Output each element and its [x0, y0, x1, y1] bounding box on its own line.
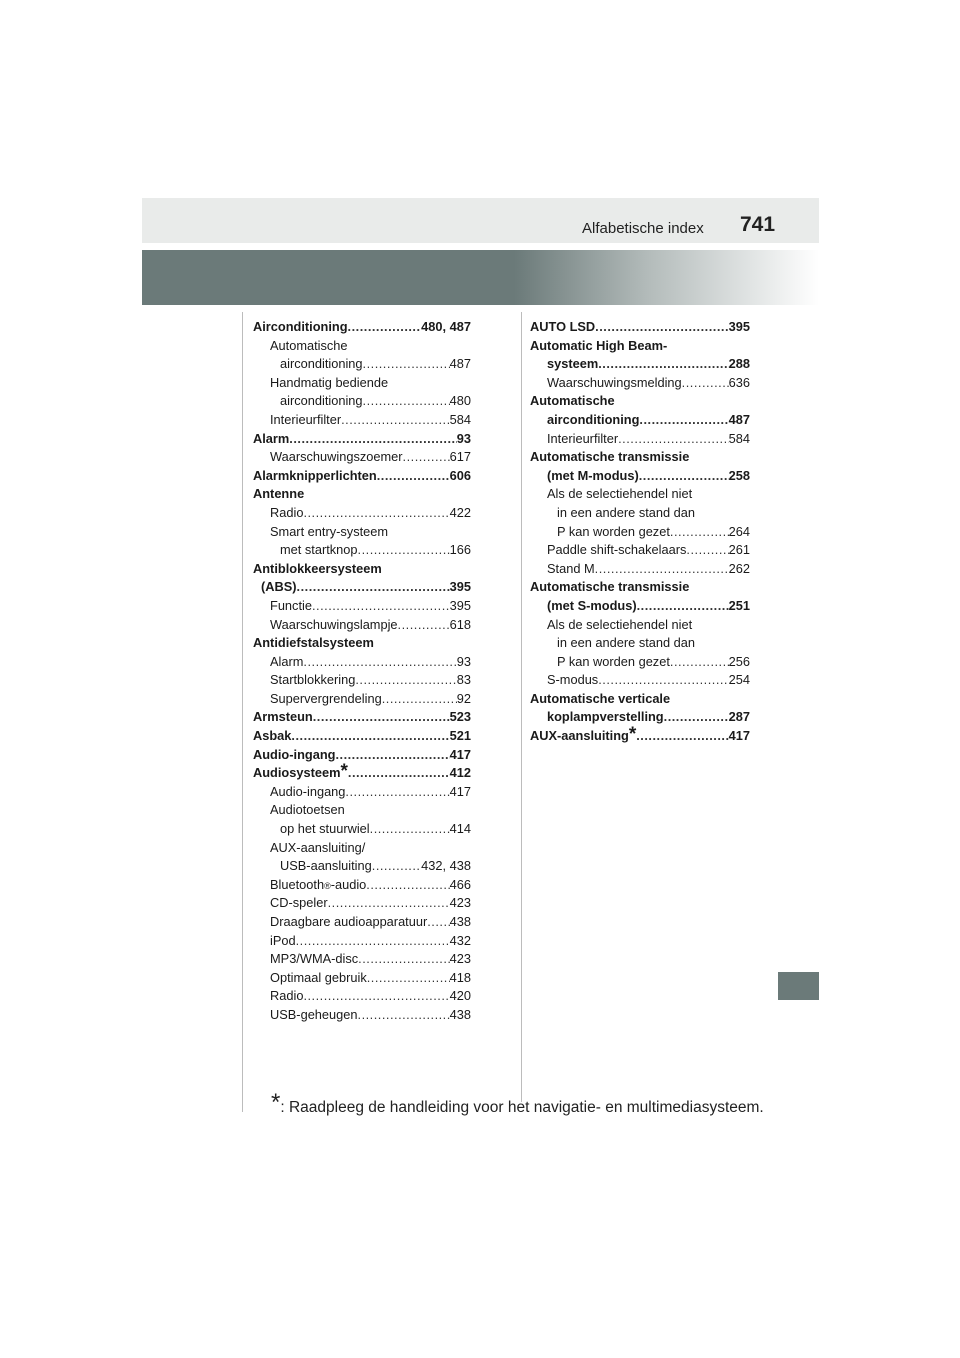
entry-term: USB-geheugen	[270, 1006, 358, 1022]
entry-page-ref: 480, 487	[421, 319, 471, 334]
leader-dots	[363, 392, 450, 411]
entry-page-ref: 417	[728, 728, 750, 744]
entry-term: Handmatig bediende	[270, 374, 389, 390]
leader-dots	[670, 523, 729, 542]
leader-dots	[370, 820, 450, 839]
entry-page-ref: 487	[449, 356, 471, 372]
leader-dots	[312, 597, 450, 616]
index-entry	[530, 541, 750, 560]
entry-term: Automatische transmissie	[530, 579, 690, 595]
entry-page-ref: 254	[728, 672, 750, 688]
leader-dots	[296, 932, 450, 951]
entry-page-ref: 521	[449, 728, 471, 744]
entry-term-suffix: -audio	[330, 876, 367, 892]
entry-term: Bluetooth	[270, 876, 325, 892]
leader-dots	[355, 671, 456, 690]
index-entry	[253, 578, 471, 597]
index-entry	[253, 727, 471, 746]
leader-dots	[377, 467, 450, 486]
entry-page-ref: 618	[449, 616, 471, 632]
entry-term: Asbak	[253, 728, 292, 744]
leader-dots	[358, 1006, 450, 1025]
leader-dots	[664, 708, 729, 727]
entry-term: Automatische	[530, 393, 615, 409]
entry-page-ref: 423	[449, 895, 471, 911]
entry-page-ref: 287	[728, 709, 750, 725]
entry-page-ref: 417	[449, 783, 471, 799]
entry-term: AUTO LSD	[530, 319, 596, 334]
index-entry	[253, 653, 471, 672]
entry-page-ref: 423	[449, 951, 471, 967]
index-entry	[253, 671, 471, 690]
entry-page-ref: 584	[449, 411, 471, 427]
index-entry	[253, 337, 471, 356]
leader-dots	[639, 467, 729, 486]
index-entry	[253, 467, 471, 486]
leader-dots	[303, 504, 449, 523]
entry-page-ref: 417	[449, 746, 471, 762]
index-entry	[253, 374, 471, 393]
leader-dots	[341, 411, 450, 430]
entry-term: op het stuurwiel	[280, 821, 370, 837]
index-entry	[253, 746, 471, 765]
index-entry	[253, 597, 471, 616]
leader-dots	[363, 355, 450, 374]
entry-page-ref: 617	[449, 449, 471, 465]
index-entry	[253, 1006, 471, 1025]
header-gradient-band	[142, 250, 819, 305]
entry-term: met startknop	[280, 542, 358, 558]
entry-term: Armsteun	[253, 709, 313, 725]
index-entry	[253, 783, 471, 802]
entry-term: Airconditioning	[253, 319, 348, 334]
entry-term: AUX-aansluiting/	[270, 839, 366, 855]
index-entry	[530, 374, 750, 393]
index-entry	[253, 950, 471, 969]
leader-dots	[345, 783, 449, 802]
entry-page-ref: 93	[456, 653, 471, 669]
entry-term: Alarm	[270, 653, 304, 669]
leader-dots	[372, 857, 421, 876]
entry-term: Antenne	[253, 486, 305, 502]
entry-term: P kan worden gezet	[557, 523, 670, 539]
index-entry	[253, 392, 471, 411]
entry-term: Radio	[270, 504, 304, 520]
footnote-symbol: *	[271, 1089, 281, 1116]
entry-page-ref: 636	[728, 374, 750, 390]
entry-term: AUX-aansluiting	[530, 728, 629, 744]
leader-dots	[313, 708, 450, 727]
index-entry: Bluetooth ® -audio ..... 466	[253, 876, 471, 895]
index-entry	[253, 801, 471, 820]
entry-term: in een andere stand dan	[557, 635, 696, 651]
entry-term: Radio	[270, 988, 304, 1004]
entry-term: (met S-modus)	[547, 597, 637, 613]
entry-page-ref: 480	[449, 393, 471, 409]
index-entry	[530, 485, 750, 504]
entry-term: MP3/WMA-disc	[270, 951, 359, 967]
leader-dots	[639, 411, 728, 430]
index-entry	[253, 523, 471, 542]
index-entry	[253, 430, 471, 449]
index-entry	[530, 653, 750, 672]
entry-page-ref: 412	[449, 765, 471, 781]
entry-term: Stand M	[547, 560, 595, 576]
entry-term: Interieurfilter	[270, 411, 342, 427]
entry-term: Functie	[270, 597, 312, 613]
entry-term: airconditioning	[547, 411, 640, 427]
index-entry	[253, 857, 471, 876]
leader-dots	[636, 727, 728, 746]
leader-dots	[427, 913, 449, 932]
leader-dots	[686, 541, 728, 560]
entry-page-ref: 432	[449, 932, 471, 948]
index-entry	[253, 969, 471, 988]
index-entry	[253, 318, 471, 337]
entry-page-ref: 606	[449, 467, 471, 483]
entry-term: Paddle shift-schakelaars	[547, 542, 687, 558]
entry-term: in een andere stand dan	[557, 504, 696, 520]
entry-term: Supervergrendeling	[270, 690, 382, 706]
index-entry	[530, 430, 750, 449]
entry-page-ref: 264	[728, 523, 750, 539]
entry-page-ref: 584	[728, 430, 750, 446]
index-entry	[253, 355, 471, 374]
leader-dots	[382, 690, 457, 709]
entry-term: CD-speler	[270, 895, 328, 911]
index-entry	[530, 392, 750, 411]
leader-dots	[682, 374, 729, 393]
leader-dots	[403, 448, 450, 467]
entry-term: Automatische verticale	[530, 690, 671, 706]
index-entry	[530, 523, 750, 542]
entry-term: systeem	[547, 356, 599, 372]
entry-page-ref: 262	[728, 560, 750, 576]
entry-page-ref: 420	[449, 988, 471, 1004]
leader-dots	[358, 541, 450, 560]
entry-term: Startblokkering	[270, 672, 356, 688]
entry-page-ref: 83	[456, 672, 471, 688]
leader-dots	[358, 950, 449, 969]
leader-dots	[328, 894, 450, 913]
entry-page-ref: 288	[728, 356, 750, 372]
leader-dots	[366, 876, 449, 895]
index-entry	[530, 411, 750, 430]
leader-dots	[297, 578, 450, 597]
index-entry	[530, 616, 750, 635]
leader-dots	[335, 746, 449, 765]
entry-page-ref: 261	[728, 542, 750, 558]
index-entry	[530, 467, 750, 486]
index-entry	[253, 448, 471, 467]
index-entry	[253, 634, 471, 653]
footnote-text: : Raadpleeg de handleiding voor het navigatie- en multimediasysteem.	[280, 1099, 764, 1116]
entry-term: Alarm	[253, 430, 290, 446]
header-bar	[142, 198, 819, 243]
entry-page-ref: 422	[449, 504, 471, 520]
index-entry	[253, 504, 471, 523]
leader-dots	[398, 616, 450, 635]
entry-page-ref: 258	[728, 467, 750, 483]
entry-term: Als de selectiehendel niet	[547, 486, 693, 502]
entry-term: Antiblokkeersysteem	[253, 560, 382, 576]
leader-dots	[303, 653, 456, 672]
entry-term: Antidiefstalsysteem	[253, 635, 374, 651]
entry-term: Audiotoetsen	[270, 802, 345, 818]
entry-page-ref: 418	[449, 969, 471, 985]
entry-term: koplampverstelling	[547, 709, 664, 725]
leader-dots	[303, 987, 449, 1006]
entry-page-ref: 92	[456, 690, 471, 706]
index-entry	[530, 578, 750, 597]
index-entry	[530, 560, 750, 579]
entry-page-ref: 93	[456, 430, 471, 446]
entry-term: Waarschuwingszoemer	[270, 449, 403, 465]
entry-page-ref: 395	[449, 579, 471, 595]
leader-dots	[637, 597, 729, 616]
leader-dots	[348, 318, 422, 337]
entry-term: Automatische	[270, 337, 348, 353]
entry-page-ref: 395	[728, 319, 750, 334]
index-entry	[253, 541, 471, 560]
entry-term: Interieurfilter	[547, 430, 619, 446]
index-entry	[253, 932, 471, 951]
entry-page-ref: 438	[449, 1006, 471, 1022]
index-entry	[530, 318, 750, 337]
entry-page-ref: 487	[728, 411, 750, 427]
entry-term: S-modus	[547, 672, 599, 688]
index-column-left	[253, 318, 471, 1025]
section-title: Alfabetische index	[582, 220, 704, 237]
entry-term: Audiosysteem	[253, 765, 341, 781]
entry-term: P kan worden gezet	[557, 653, 670, 669]
index-entry	[253, 560, 471, 579]
index-entry	[530, 597, 750, 616]
entry-page-ref: 256	[728, 653, 750, 669]
entry-term: airconditioning	[280, 356, 363, 372]
entry-page-ref: 414	[449, 821, 471, 837]
leader-dots	[670, 653, 729, 672]
index-entry	[253, 913, 471, 932]
index-entry	[530, 690, 750, 709]
entry-term: Automatic High Beam-	[530, 337, 668, 353]
entry-term: Smart entry-systeem	[270, 523, 389, 539]
footnote	[271, 1089, 764, 1117]
leader-dots	[618, 430, 729, 449]
entry-page-ref: 432, 438	[421, 858, 471, 874]
index-column-right	[530, 318, 750, 746]
entry-page-ref: 395	[449, 597, 471, 613]
leader-dots	[598, 671, 728, 690]
leader-dots	[595, 560, 729, 579]
entry-term: Optimaal gebruik	[270, 969, 367, 985]
index-entry	[530, 634, 750, 653]
index-entry	[530, 448, 750, 467]
entry-term: Als de selectiehendel niet	[547, 616, 693, 632]
entry-term: Automatische transmissie	[530, 449, 690, 465]
entry-page-ref: 466	[449, 876, 471, 892]
left-margin-rule	[242, 312, 243, 1112]
index-entry	[530, 337, 750, 356]
entry-page-ref: 523	[449, 709, 471, 725]
index-entry	[530, 708, 750, 727]
entry-page-ref: 438	[449, 914, 471, 929]
index-entry: AUX-aansluiting * ..... 417	[530, 727, 750, 746]
chapter-thumb-tab	[778, 972, 819, 1000]
index-entry	[253, 616, 471, 635]
entry-term: USB-aansluiting	[280, 858, 372, 874]
index-entry	[253, 708, 471, 727]
index-entry	[253, 894, 471, 913]
entry-term: Audio-ingang	[270, 783, 346, 799]
entry-page-ref: 166	[449, 542, 471, 558]
entry-term: Alarmknipperlichten	[253, 467, 377, 483]
index-entry	[253, 820, 471, 839]
index-entry	[253, 411, 471, 430]
column-divider-rule	[521, 312, 522, 1102]
entry-term: airconditioning	[280, 393, 363, 409]
leader-dots	[289, 430, 456, 449]
leader-dots	[367, 969, 450, 988]
entry-page-ref: 251	[728, 597, 750, 613]
leader-dots	[291, 727, 449, 746]
index-entry	[530, 504, 750, 523]
index-entry	[253, 485, 471, 504]
index-entry	[253, 987, 471, 1006]
leader-dots	[348, 764, 450, 783]
entry-term: (ABS)	[261, 579, 297, 595]
index-entry	[530, 671, 750, 690]
entry-term: Draagbare audioapparatuur	[270, 914, 428, 929]
leader-dots	[595, 318, 728, 337]
leader-dots	[598, 355, 728, 374]
entry-term: (met M-modus)	[547, 467, 639, 483]
entry-term: Waarschuwingslampje	[270, 616, 398, 632]
index-entry	[530, 355, 750, 374]
entry-term: Waarschuwingsmelding	[547, 374, 682, 390]
index-entry	[253, 690, 471, 709]
index-entry: Audiosysteem * ..... 412	[253, 764, 471, 783]
entry-term: Audio-ingang	[253, 746, 336, 762]
entry-term: iPod	[270, 932, 296, 948]
index-entry	[253, 839, 471, 858]
page-number: 741	[740, 213, 776, 236]
